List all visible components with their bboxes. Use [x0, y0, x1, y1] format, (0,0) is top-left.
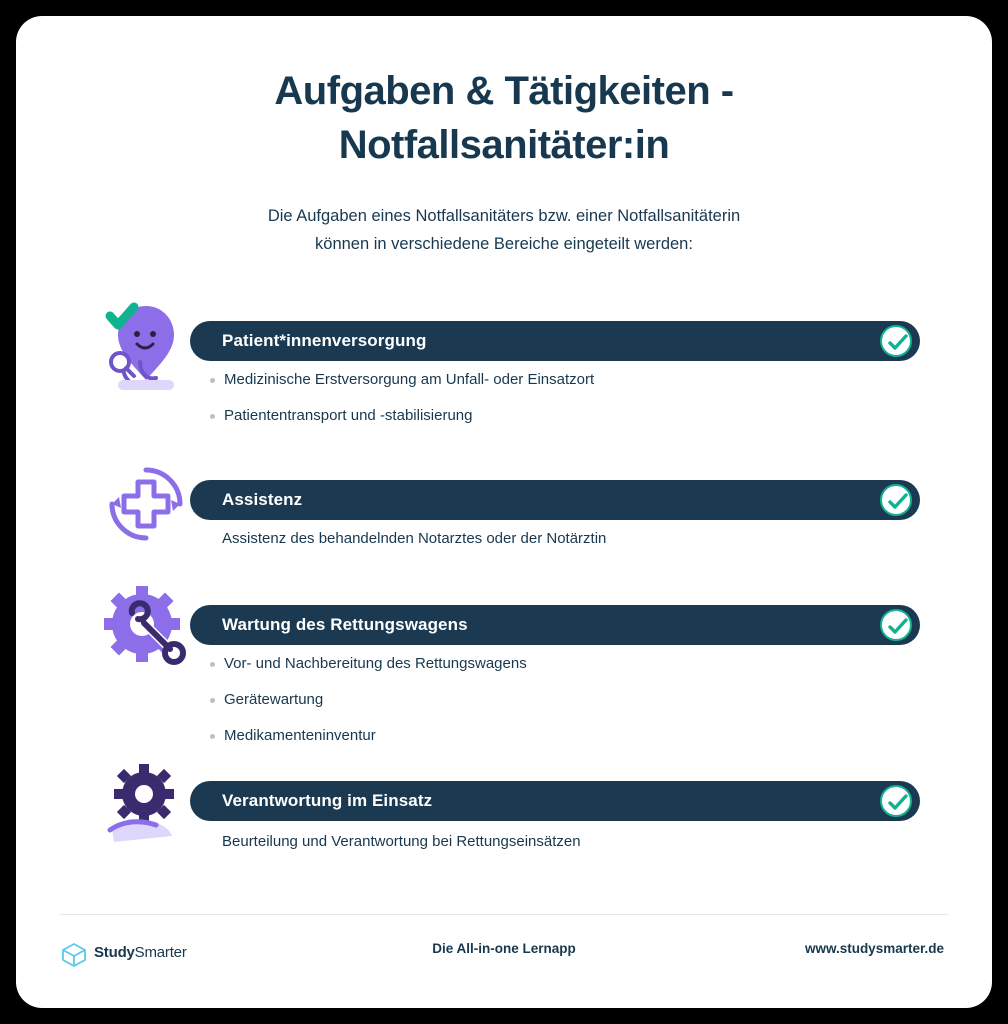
list-item: Vor- und Nachbereitung des Rettungswagens: [206, 653, 906, 675]
check-circle-icon[interactable]: [880, 484, 912, 516]
section-header-bar[interactable]: [190, 480, 920, 520]
brand-wordmark: [94, 944, 187, 961]
page-subtitle-line-2: können in verschiedene Bereiche eingeteilt werden:: [315, 235, 693, 253]
brand-light: Smarter: [134, 944, 187, 961]
list-item: Patiententransport und -stabilisierung: [206, 405, 906, 427]
section-bullets: [222, 528, 922, 564]
section-bullets: [222, 831, 922, 867]
check-circle-icon[interactable]: [880, 325, 912, 357]
section-header-bar[interactable]: [190, 781, 920, 821]
brand-bold: Study: [94, 944, 135, 961]
section-title: Assistenz: [222, 490, 303, 509]
section-title: Patient*innenversorgung: [222, 331, 427, 350]
footer-website[interactable]: www.studysmarter.de: [804, 941, 944, 956]
infographic-card: [16, 16, 992, 1008]
gear-wrench-icon: [96, 579, 196, 679]
check-circle-icon[interactable]: [880, 785, 912, 817]
page-subtitle-line-1: Die Aufgaben eines Notfallsanitäters bzw. einer Notfallsanitäterin: [267, 207, 741, 225]
studysmarter-logo-icon: [60, 941, 88, 974]
list-item: Gerätewartung: [206, 689, 906, 711]
section-header-bar[interactable]: [190, 321, 920, 361]
footer-divider: [60, 914, 948, 915]
page-subtitle: [166, 202, 842, 258]
gear-in-hand-icon: [96, 756, 196, 856]
check-circle-icon[interactable]: [880, 609, 912, 641]
page-title-line-1: Aufgaben & Tätigkeiten -: [274, 69, 734, 113]
footer-tagline: Die All-in-one Lernapp: [432, 941, 576, 956]
section-bullets: [206, 653, 906, 761]
paramedic-avatar-icon: [96, 294, 196, 394]
section-title: Verantwortung im Einsatz: [222, 791, 433, 810]
list-item: Assistenz des behandelnden Notarztes oder der Notärztin: [222, 530, 607, 547]
page-title-line-2: Notfallsanitäter:in: [338, 123, 670, 167]
list-item: Medikamenteninventur: [206, 725, 906, 747]
medical-cross-refresh-icon: [96, 454, 196, 554]
list-item: Medizinische Erstversorgung am Unfall- oder Einsatzort: [206, 369, 906, 391]
section-bullets: [206, 369, 906, 441]
page-title: [106, 64, 902, 172]
section-header-bar[interactable]: [190, 605, 920, 645]
section-title: Wartung des Rettungswagens: [222, 615, 468, 634]
list-item: Beurteilung und Verantwortung bei Rettungseinsätzen: [222, 833, 581, 850]
